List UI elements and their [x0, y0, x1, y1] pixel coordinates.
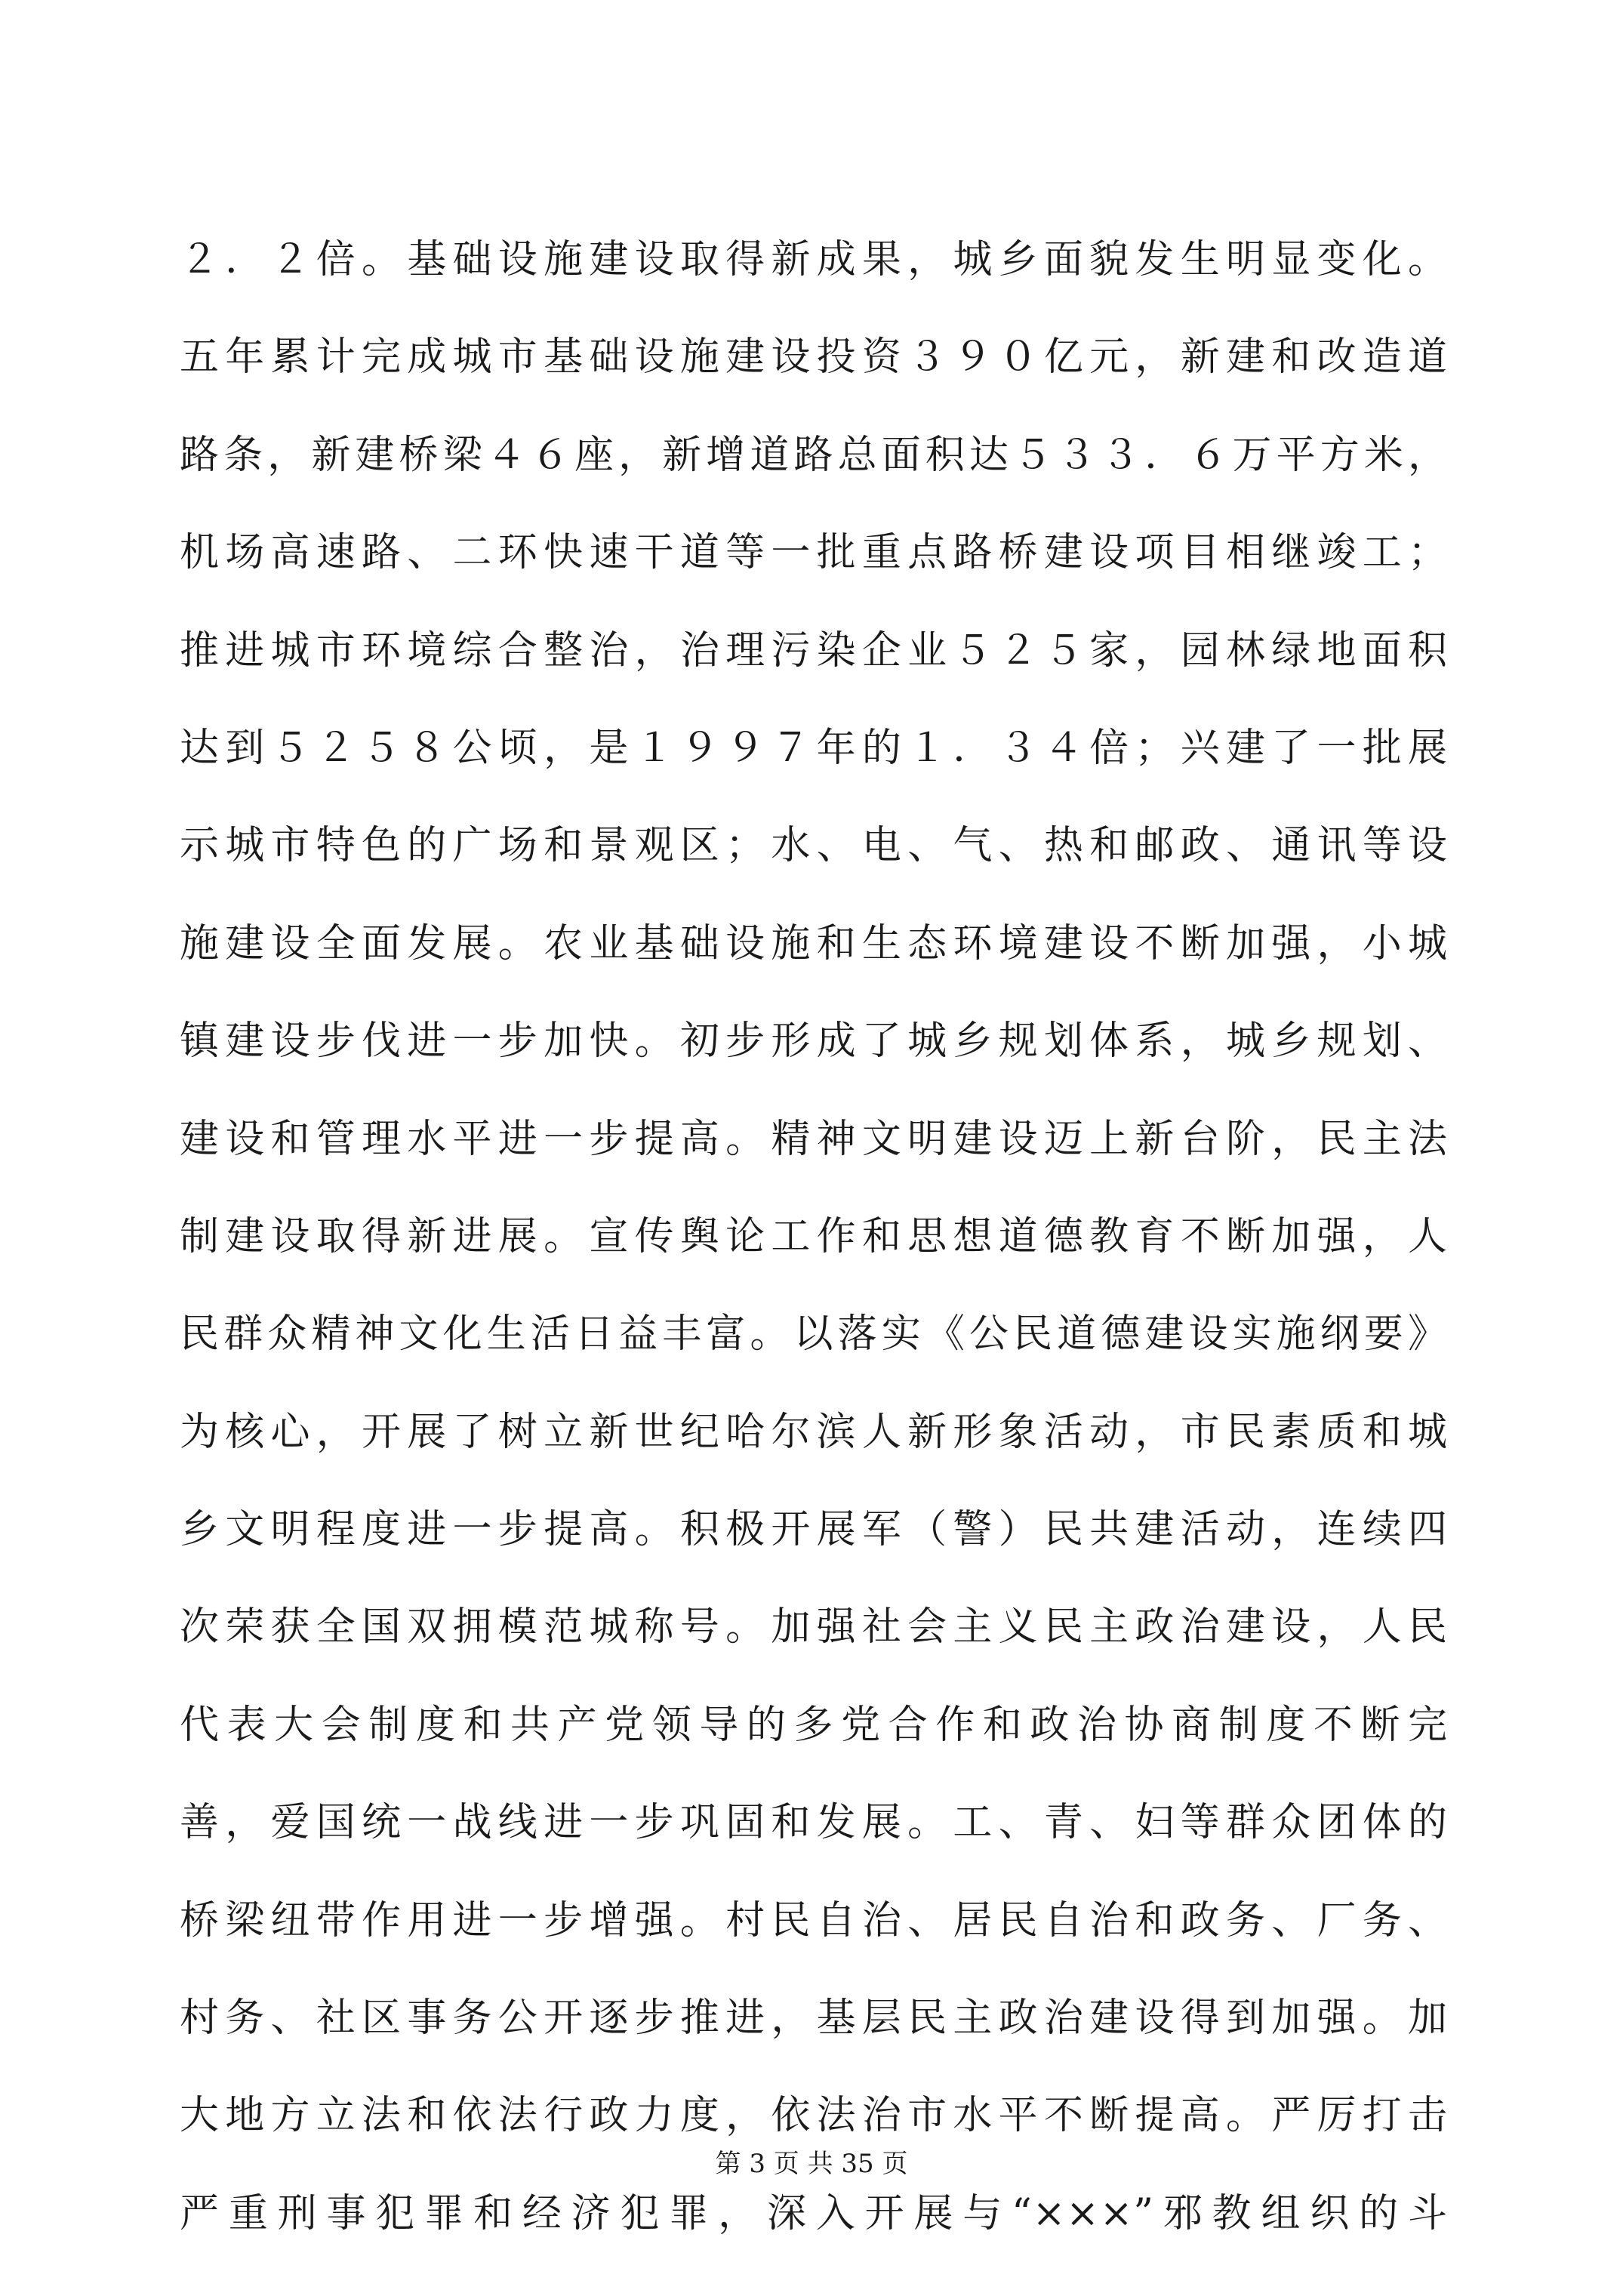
- text-line: 民群众精神文化生活日益丰富。以落实《公民道德建设实施纲要》: [180, 1311, 1448, 1358]
- text-line: ２．２倍。基础设施建设取得新成果，城乡面貌发生明显变化。: [180, 237, 1448, 282]
- page-number: 第 3 页 共 35 页: [715, 2149, 908, 2179]
- text-line: 桥梁纽带作用进一步增强。村民自治、居民自治和政务、厂务、: [180, 1897, 1448, 1943]
- text-line: 施建设全面发展。农业基础设施和生态环境建设不断加强，小城: [180, 920, 1448, 966]
- text-line: 五年累计完成城市基础设施建设投资３９０亿元，新建和改造道: [180, 334, 1448, 381]
- text-line: 为核心，开展了树立新世纪哈尔滨人新形象活动，市民素质和城: [180, 1409, 1448, 1455]
- text-line: 乡文明程度进一步提高。积极开展军（警）民共建活动，连续四: [180, 1507, 1448, 1553]
- text-line: 村务、社区事务公开逐步推进，基层民主政治建设得到加强。加: [180, 1996, 1448, 2042]
- page-footer: [0, 2149, 1623, 2179]
- text-line: 达到５２５８公顷，是１９９７年的１．３４倍；兴建了一批展: [180, 725, 1448, 771]
- text-line: 示城市特色的广场和景观区；水、电、气、热和邮政、通讯等设: [180, 823, 1448, 869]
- text-line: 路条，新建桥梁４６座，新增道路总面积达５３３．６万平方米，: [180, 432, 1448, 478]
- text-line: 次荣获全国双拥模范城称号。加强社会主义民主政治建设，人民: [180, 1604, 1448, 1650]
- text-line: 善，爱国统一战线进一步巩固和发展。工、青、妇等群众团体的: [180, 1800, 1448, 1846]
- text-line: 大地方立法和依法行政力度，依法治市水平不断提高。严厉打击: [180, 2093, 1448, 2139]
- body-text: [180, 211, 1448, 2263]
- text-line: 制建设取得新进展。宣传舆论工作和思想道德教育不断加强，人: [180, 1213, 1448, 1259]
- text-line: 镇建设步伐进一步加快。初步形成了城乡规划体系，城乡规划、: [180, 1019, 1448, 1065]
- text-line: 推进城市环境综合整治，治理污染企业５２５家，园林绿地面积: [180, 627, 1448, 673]
- text-line: 建设和管理水平进一步提高。精神文明建设迈上新台阶，民主法: [180, 1116, 1448, 1162]
- text-line: 严重刑事犯罪和经济犯罪，深入开展与“×××”邪教组织的斗: [180, 2190, 1448, 2236]
- text-line: 代表大会制度和共产党领导的多党合作和政治协商制度不断完: [180, 1702, 1448, 1748]
- text-line: 机场高速路、二环快速干道等一批重点路桥建设项目相继竣工；: [180, 530, 1448, 576]
